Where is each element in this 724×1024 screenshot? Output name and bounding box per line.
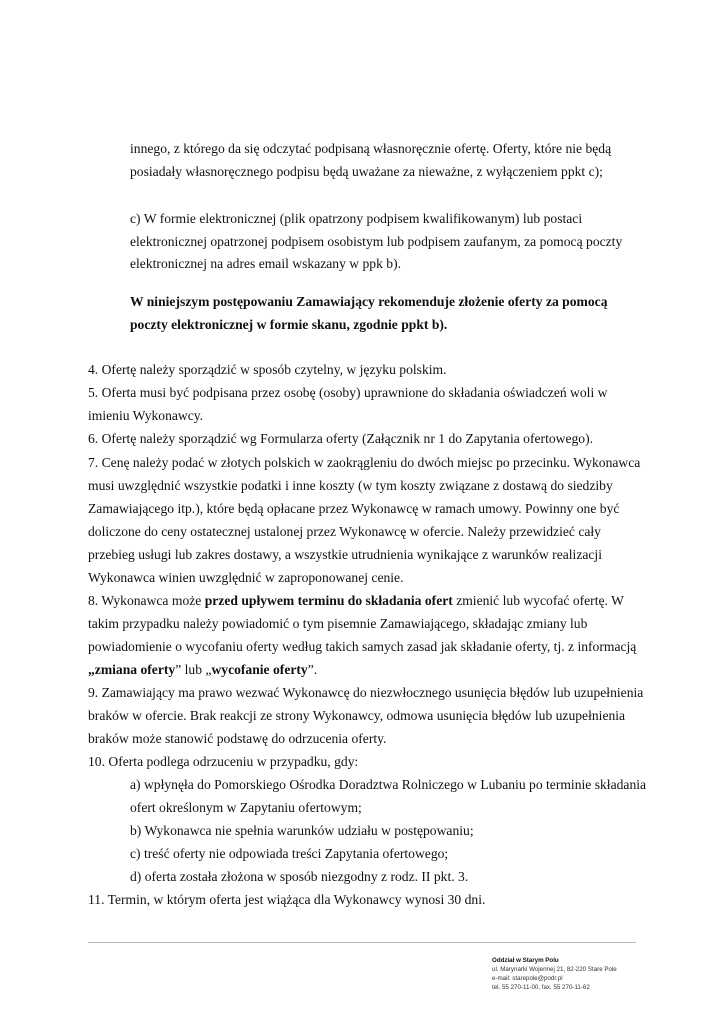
para-c-line-1: c) W formie elektronicznej (plik opatrzony podpisem kwalifikowanym) lub postaci bbox=[130, 211, 583, 226]
item-6: 6. Ofertę należy sporządzić wg Formularza oferty (Załącznik nr 1 do Zapytania ofertowego). bbox=[88, 431, 594, 446]
item-10-intro: 10. Oferta podlega odrzuceniu w przypadku, gdy: bbox=[88, 754, 359, 769]
item-7-line-1: 7. Cenę należy podać w złotych polskich w zaokrągleniu do dwóch miejsc po przecinku. Wykonawca bbox=[88, 455, 641, 470]
item-8-line-3: powiadomienie o wycofaniu oferty według takich samych zasad jak składanie oferty, tj. z informacją bbox=[88, 639, 637, 654]
footer-address: ul. Marynarki Wojennej 21, 82-220 Stare Pole bbox=[492, 966, 617, 973]
item-9-line-2: braków w ofercie. Brak reakcji ze strony Wykonawcy, odmowa usunięcia błędów lub uzupełnienia bbox=[88, 708, 626, 723]
item-11: 11. Termin, w którym oferta jest wiążąca dla Wykonawcy wynosi 30 dni. bbox=[88, 892, 486, 907]
item-8-line-1 bbox=[88, 593, 624, 609]
item-10-a-line-1: a) wpłynęła do Pomorskiego Ośrodka Doradztwa Rolniczego w Lubaniu po terminie składania bbox=[130, 777, 647, 792]
item-9-line-3: braków może stanowić podstawę do odrzucenia oferty. bbox=[88, 731, 387, 746]
item-7-line-6: Wykonawca winien uwzględnić w zaproponowanej cenie. bbox=[88, 570, 404, 585]
para-b-line-1: innego, z którego da się odczytać podpisaną własnoręcznie ofertę. Oferty, które nie będą bbox=[130, 141, 612, 156]
item-8-connector: ” lub „ bbox=[175, 662, 212, 677]
item-8-line-4 bbox=[88, 662, 317, 678]
item-10-c: c) treść oferty nie odpowiada treści Zapytania ofertowego; bbox=[130, 846, 449, 861]
item-5-line-2: imieniu Wykonawcy. bbox=[88, 408, 204, 423]
item-8-line-4-end: ”. bbox=[307, 662, 318, 677]
item-8-change-label: „zmiana oferty bbox=[88, 662, 176, 677]
item-7-line-3: Zamawiającego itp.), które będą opłacane przez Wykonawcę w ramach umowy. Powinny one być bbox=[88, 501, 620, 516]
item-7-line-5: przebieg usługi lub zakres dostawy, a wszystkie utrudnienia wynikające z warunków realizacji bbox=[88, 547, 602, 562]
item-7-line-2: musi uwzględnić wszystkie podatki i inne koszty (w tym koszty związane z dostawą do siedziby bbox=[88, 478, 613, 493]
item-8-withdraw-label: wycofanie oferty bbox=[211, 662, 308, 677]
item-8-line-1-end: zmienić lub wycofać ofertę. W bbox=[452, 593, 624, 608]
item-5-line-1: 5. Oferta musi być podpisana przez osobę (osoby) uprawnione do składania oświadczeń woli w bbox=[88, 385, 608, 400]
item-7-line-4: doliczone do ceny ostatecznej ustalonej przez Wykonawcę w ofercie. Należy przewidzieć cały bbox=[88, 524, 601, 539]
para-c-line-3: elektronicznej na adres email wskazany w ppk b). bbox=[130, 256, 402, 271]
item-4: 4. Ofertę należy sporządzić w sposób czytelny, w języku polskim. bbox=[88, 362, 447, 377]
para-b-line-2: posiadały własnoręcznego podpisu będą uważane za nieważne, z wyłączeniem ppkt c); bbox=[130, 164, 603, 179]
footer-phone: tel. 55 270-11-00, fax. 55 270-11-62 bbox=[492, 984, 590, 991]
recommendation-line-2: poczty elektronicznej w formie skanu, zgodnie ppkt b). bbox=[130, 317, 448, 332]
recommendation-line-1: W niniejszym postępowaniu Zamawiający rekomenduje złożenie oferty za pomocą bbox=[130, 294, 608, 309]
item-8-line-2: takim przypadku należy powiadomić o tym pisemnie Zamawiającego, składając zmiany lub bbox=[88, 616, 588, 631]
item-10-a-line-2: ofert określonym w Zapytaniu ofertowym; bbox=[130, 800, 362, 815]
item-10-d: d) oferta została złożona w sposób niezgodny z rodz. II pkt. 3. bbox=[130, 869, 469, 884]
para-c-line-2: elektronicznej opatrzonej podpisem osobistym lub podpisem zaufanym, za pomocą poczty bbox=[130, 234, 623, 249]
item-10-b: b) Wykonawca nie spełnia warunków udziału w postępowaniu; bbox=[130, 823, 474, 838]
footer-office-name: Oddział w Starym Polu bbox=[492, 957, 559, 964]
footer-divider bbox=[88, 942, 636, 943]
footer-email: e-mail: starepole@podr.pl bbox=[492, 975, 563, 982]
item-8-line-1-start: 8. Wykonawca może bbox=[88, 593, 205, 608]
item-9-line-1: 9. Zamawiający ma prawo wezwać Wykonawcę do niezwłocznego usunięcia błędów lub uzupełnienia bbox=[88, 685, 644, 700]
item-8-deadline-phrase: przed upływem terminu do składania ofert bbox=[204, 593, 453, 608]
